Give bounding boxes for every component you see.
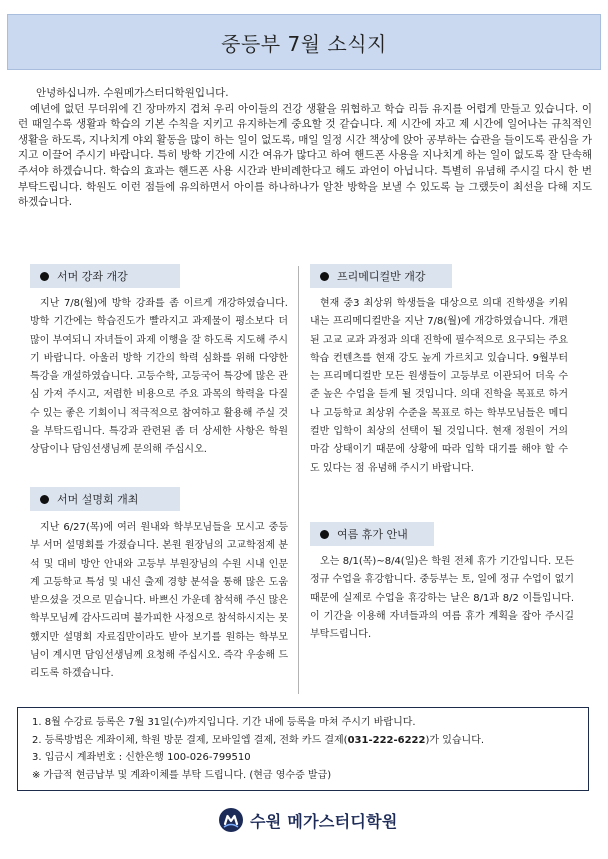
- section-heading-label: 서머 강좌 개강: [57, 270, 128, 283]
- section-heading-summer-briefing: [30, 487, 180, 511]
- section-heading-label: 여름 휴가 안내: [337, 528, 408, 541]
- academy-logo-text: 수원 메가스터디학원: [250, 811, 398, 831]
- section-body-summer-course: [30, 295, 288, 460]
- section-body-summer-briefing: [30, 519, 288, 684]
- section-body-premedical: [310, 295, 568, 478]
- section-heading-label: 프리메디컬반 개강: [337, 270, 426, 283]
- page-title: 중등부 7월 소식지: [221, 31, 387, 56]
- section-body-text: 오는 8/1(목)~8/4(일)은 학원 전체 휴가 기간입니다. 모든 정규 수업을 휴강합니다. 중등부는 토, 일에 정규 수업이 없기 때문에 실제로 수업을 휴강하는 날은 8/1과 8/2 이틀입니다. 이 기간을 이용해 자녀들과의 여름 휴가 계획을 잡아 주시길 부탁드립니다.: [310, 556, 574, 641]
- bullet-icon: [40, 495, 49, 504]
- payment-notice-box: [17, 707, 589, 791]
- bullet-icon: [320, 530, 329, 539]
- column-divider: [298, 266, 299, 694]
- section-body-text: 지난 6/27(목)에 여러 원내와 학부모님들을 모시고 중등부 서머 설명회를 가졌습니다. 본원 원장님의 고교학점제 분석 및 대비 방안 안내와 고등부 부원장님의 수원 시내 인문계 고등학교 특성 및 내신 출제 경향 분석을 통해 많은 도움 받으셨을 것으로 믿습니다. 바쁘신 가운데 참석해 주신 많은 학부모님께 감사드리며 불가피한 사정으로 참석하시지는 못했지만 설명회 자료집만이라도 받아 보기를 원하는 학부모님이 계시면 담임선생님께 요청해 주십시오. 즉각 우송해 드리도록 하겠습니다.: [30, 522, 288, 680]
- notice-line-4: ※ 가급적 현금납부 및 계좌이체를 부탁 드립니다. (현금 영수증 발급): [32, 769, 332, 781]
- notice-line-1: 1. 8월 수강료 등록은 7월 31일(수)까지입니다. 기간 내에 등록을 마쳐 주시기 바랍니다.: [32, 717, 416, 728]
- notice-line-2-suffix: )가 있습니다.: [425, 734, 485, 746]
- section-heading-label: 서머 설명회 개최: [57, 493, 139, 506]
- title-banner: [7, 14, 601, 70]
- intro-letter: [18, 86, 592, 211]
- notice-line-2-prefix: 2. 등록방법은 계좌이체, 학원 방문 결제, 모바일엡 결제, 전화 카드 결제(: [32, 734, 348, 746]
- section-heading-summer-vacation: [310, 522, 434, 546]
- academy-logo-mark-icon: [218, 807, 244, 833]
- intro-body: 예년에 없던 무더위에 긴 장마까지 겹쳐 우리 아이들의 건강 생활을 위협하고 학습 리듬 유지를 어렵게 만들고 있습니다. 이런 때일수록 생활과 학습의 기본 수칙을 지키고 유지하는게 중요할 것 같습니다. 제 시간에 자고 제 시간에 일어나는 규칙적인 생활을 하도록, 지나치게 야외 활동을 많이 하는 일이 없도록, 매일 일정 시간 책상에 앉아 공부하는 습관을 들이도록 관심을 가지고 이끌어 주시기 바랍니다. 특히 방학 기간에 시간 여유가 많다고 하여 핸드폰 사용을 지나치게 하는 일이 없도록 잘 단속해 주셔야 하겠습니다. 학습의 효과는 핸드폰 사용 시간과 반비례한다고 해도 과언이 아닙니다. 특별히 유념해 주시길 다시 한 번 부탁드립니다. 학원도 이런 점들에 유의하면서 아이를 하나하나가 알찬 방학을 보낼 수 있도록 늘 그랬듯이 최선을 다해 지도하겠습니다.: [18, 102, 592, 209]
- section-body-text: 현재 중3 최상위 학생들을 대상으로 의대 진학생을 키워내는 프리메디컬반을 지난 7/8(월)에 개강하였습니다. 개편된 고교 교과 과정과 의대 진학에 필수적으로 요구되는 주요 학습 컨텐츠를 현재 강도 높게 가르치고 있습니다. 9월부터는 프리메디컬반 모든 원생들이 고등부로 이관되어 더욱 수준 높은 수업을 듣게 될 것입니다. 의대 진학을 목표로 하거나 고등학교 최상위 수준을 목표로 하는 학부모님들은 메디컬반 입학이 최상의 선택이 될 것입니다. 현재 정원이 거의 마감 상태이기 때문에 상황에 따라 입학 대기를 해야 할 수도 있다는 점 유념해 주시기 바랍니다.: [310, 298, 568, 474]
- section-heading-summer-course: [30, 264, 180, 288]
- notice-phone-number: 031-222-6222: [347, 734, 426, 746]
- bullet-icon: [40, 272, 49, 281]
- notice-line-3: 3. 입금시 계좌번호 : 신한은행 100-026-799510: [32, 752, 251, 763]
- academy-logo: [218, 806, 398, 834]
- section-body-summer-vacation: [310, 553, 574, 644]
- notice-line-2: [32, 732, 574, 750]
- section-heading-premedical: [310, 264, 452, 288]
- bullet-icon: [320, 272, 329, 281]
- intro-greeting: 안녕하십니까. 수원메가스터디학원입니다.: [36, 87, 229, 99]
- section-body-text: 지난 7/8(월)에 방학 강좌를 좀 이르게 개강하였습니다. 방학 기간에는 학습진도가 빨라지고 과제물이 평소보다 더 많이 부여되니 자녀들이 과제 이행을 잘 하도록 지도해 주시기 바랍니다. 아울러 방학 기간의 학력 심화를 위해 다양한 특강을 개설하였습니다. 고등수학, 고등국어 특강에 많은 관심 가져 주시고, 저렴한 비용으로 주요 과목의 학력을 다질 수 있는 좋은 기회이니 적극적으로 참여하고 활용해 주실 것을 부탁드립니다. 특강과 관련된 좀 더 상세한 사항은 학원 상담이나 담임선생님께 문의해 주십시오.: [30, 298, 288, 456]
